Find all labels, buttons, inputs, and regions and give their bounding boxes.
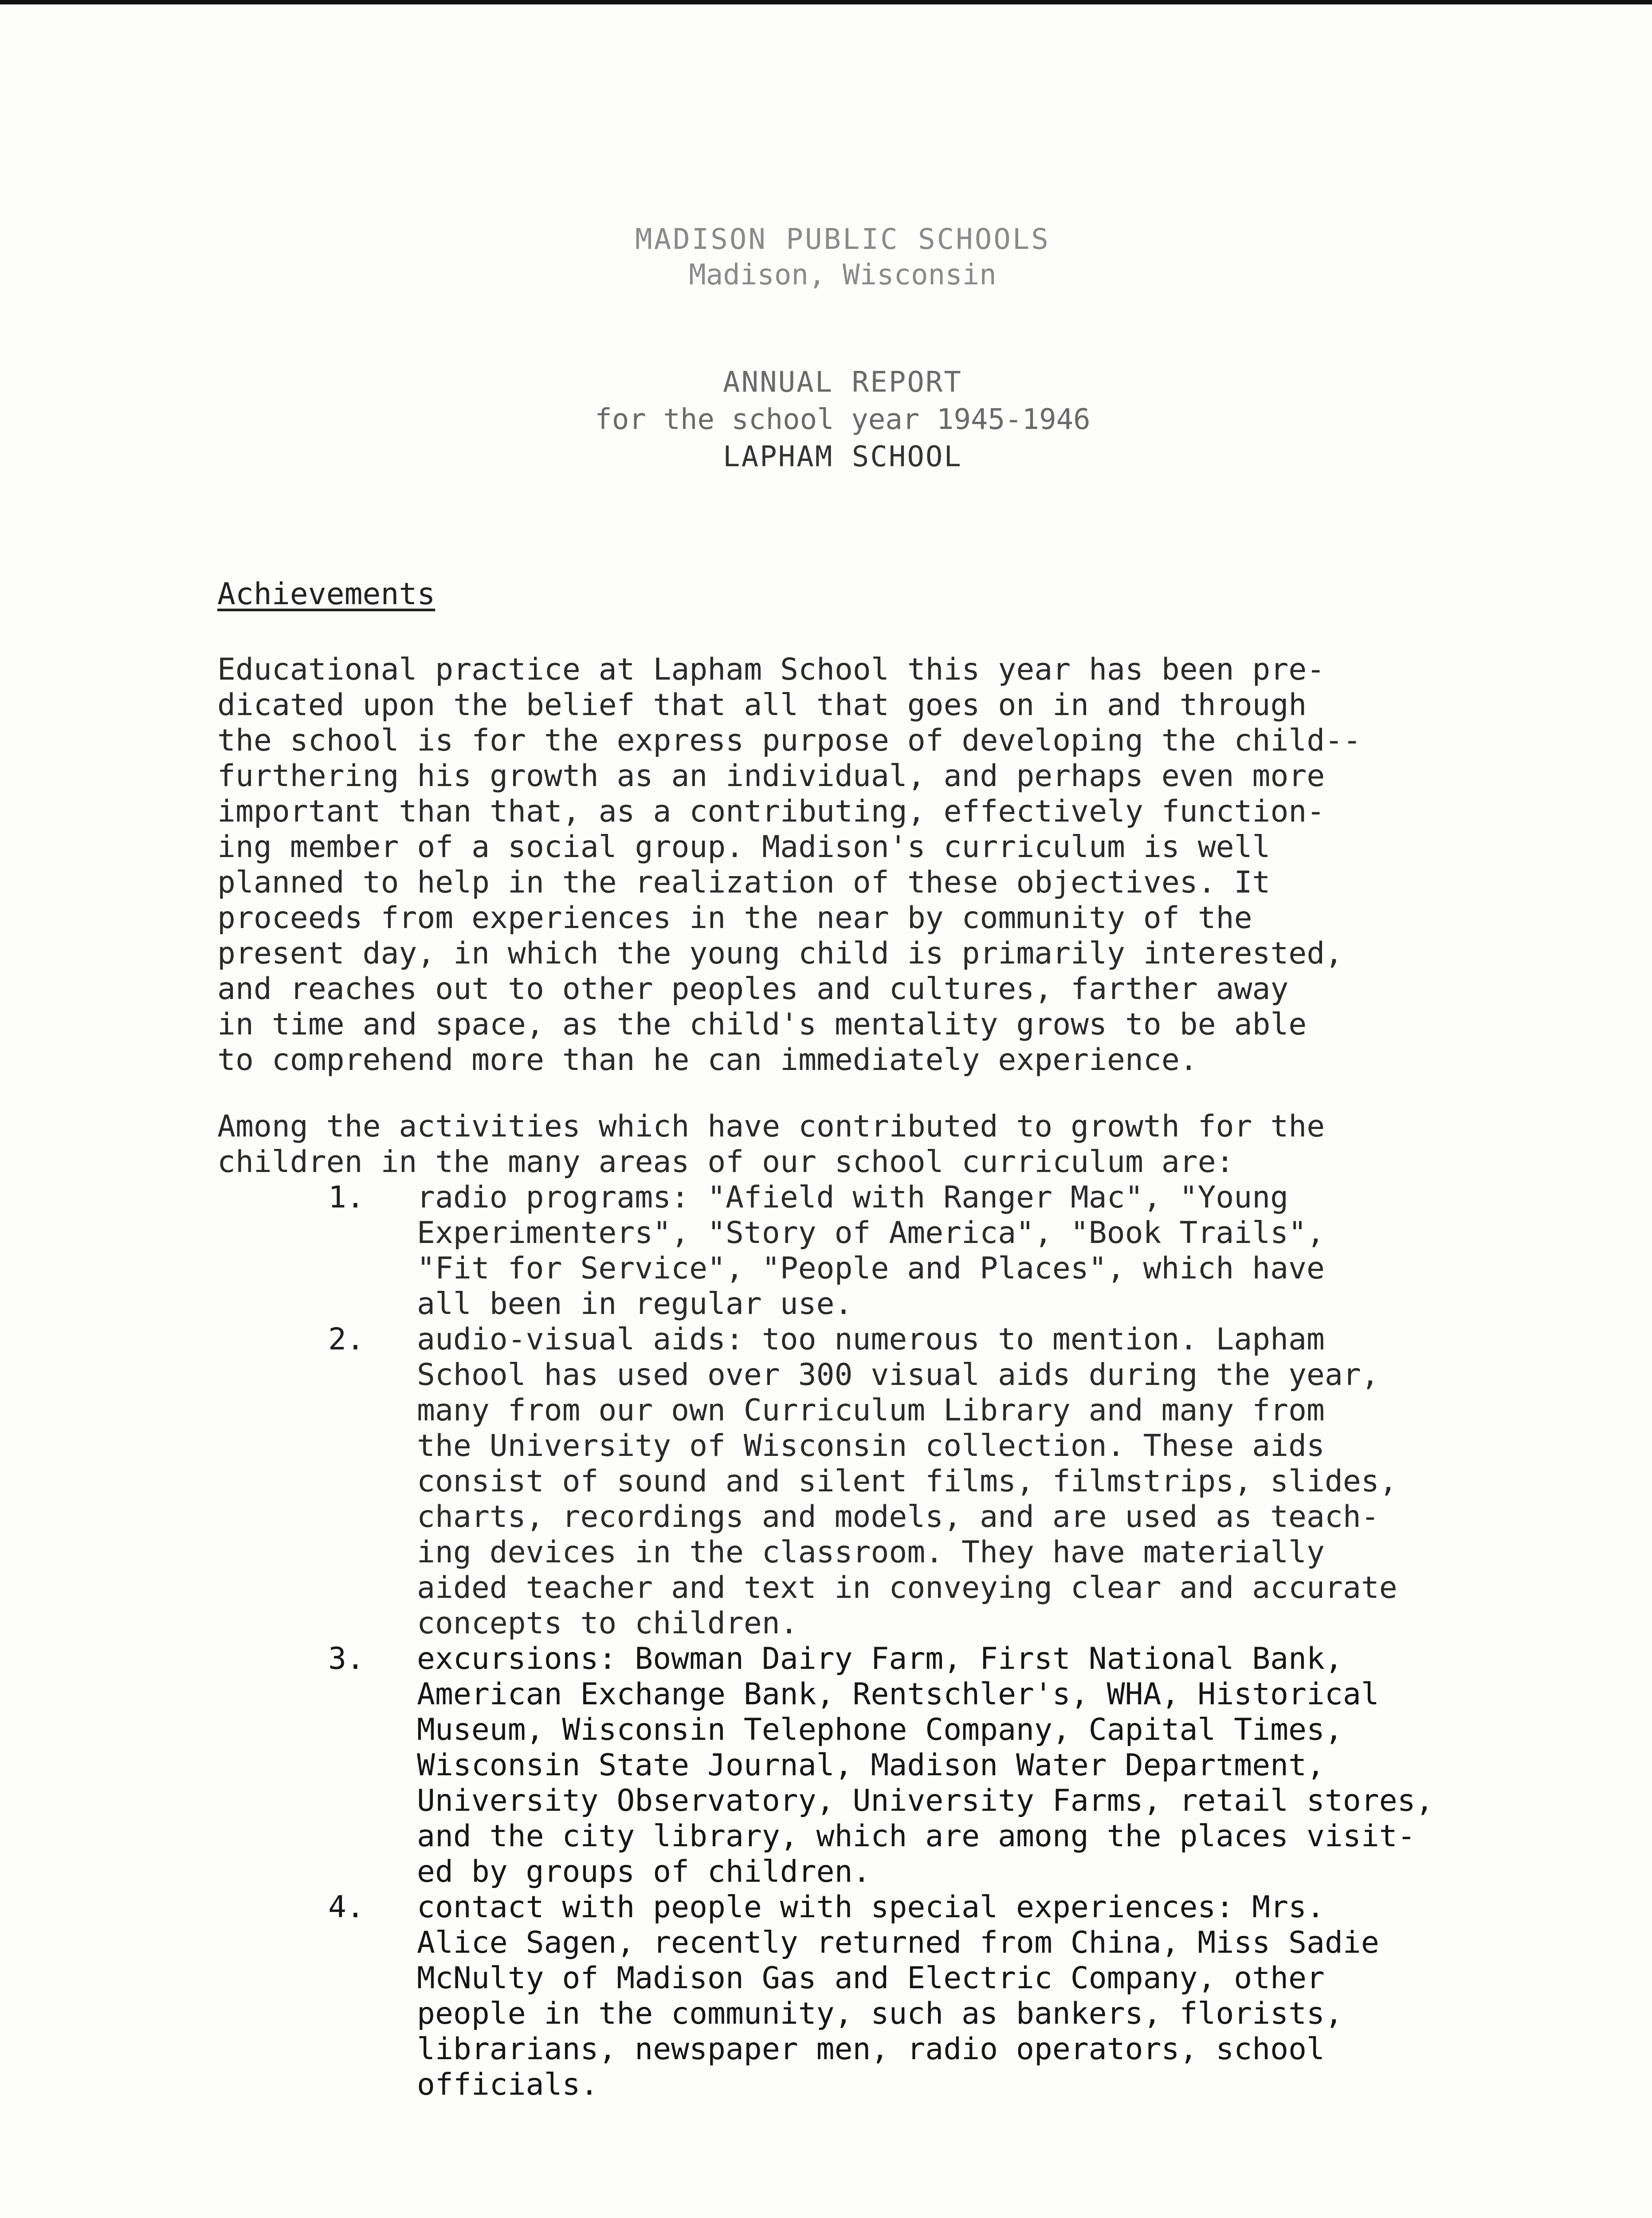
letterhead — [621, 222, 1064, 293]
report-title: ANNUAL REPORT — [723, 366, 962, 399]
activities-list — [328, 1180, 1636, 2103]
list-item-text: radio programs: "Afield with Ranger Mac", "Young Experimenters", "Story of America", "Book Trails", "Fit for Service", "People and Places", which have all been in regular use. — [417, 1180, 1325, 1321]
district-city: Madison, Wisconsin — [689, 259, 997, 291]
scan-edge-top — [0, 0, 1652, 4]
list-item-text: excursions: Bowman Dairy Farm, First National Bank, American Exchange Bank, Rentschler's, WHA, Historical Museum, Wisconsin Telephone Company, Capital Times, Wisconsin State Journal, Madison Water Department, University Observatory, University Farms, retail stores, and the city library, which are among the places visit- ed by groups of children. — [417, 1641, 1434, 1889]
list-item — [328, 1322, 1636, 1641]
list-item — [328, 1180, 1636, 1322]
list-item-number: 3. — [328, 1641, 365, 1676]
list-item-number: 2. — [328, 1322, 365, 1357]
report-period: for the school year 1945-1946 — [595, 403, 1091, 436]
paragraph-activities-lead: Among the activities which have contributed to growth for the children in the many areas of our school curriculum are: — [217, 1109, 1325, 1180]
school-name: LAPHAM SCHOOL — [723, 440, 962, 473]
list-item — [328, 1641, 1636, 1890]
paragraph-intro: Educational practice at Lapham School this year has been pre- dicated upon the belief that all that goes on in and through the school is for the express purpose of developing the child-- furthering his growth as an individual, and perhaps even more important than that, as a contributing, effectively function- ing member of a social group. Madison's curriculum is well planned to help in the realization of these objectives. It proceeds from experiences in the near by community of the present day, in which the young child is primarily interested, and reaches out to other peoples and cultures, farther away in time and space, as the child's mentality grows to be able to comprehend more than he can immediately experience. — [217, 652, 1362, 1078]
list-item-text: audio-visual aids: too numerous to mention. Lapham School has used over 300 visual aids during the year, many from our own Curriculum Library and many from the University of Wisconsin collection. These aids consist of sound and silent films, filmstrips, slides, charts, recordings and models, and are used as teach- ing devices in the classroom. They have materially aided teacher and text in conveying clear and accurate concepts to children. — [417, 1322, 1397, 1641]
list-item-number: 4. — [328, 1890, 365, 1925]
section-heading-achievements: Achievements — [217, 577, 436, 612]
list-item-text: contact with people with special experiences: Mrs. Alice Sagen, recently returned from China, Miss Sadie McNulty of Madison Gas and Electric Company, other people in the community, such as bankers, florists, librarians, newspaper men, radio operators, school officials. — [417, 1890, 1379, 2102]
report-title-block — [443, 364, 1242, 476]
district-name: MADISON PUBLIC SCHOOLS — [635, 223, 1050, 256]
list-item-number: 1. — [328, 1180, 365, 1215]
list-item — [328, 1890, 1636, 2103]
